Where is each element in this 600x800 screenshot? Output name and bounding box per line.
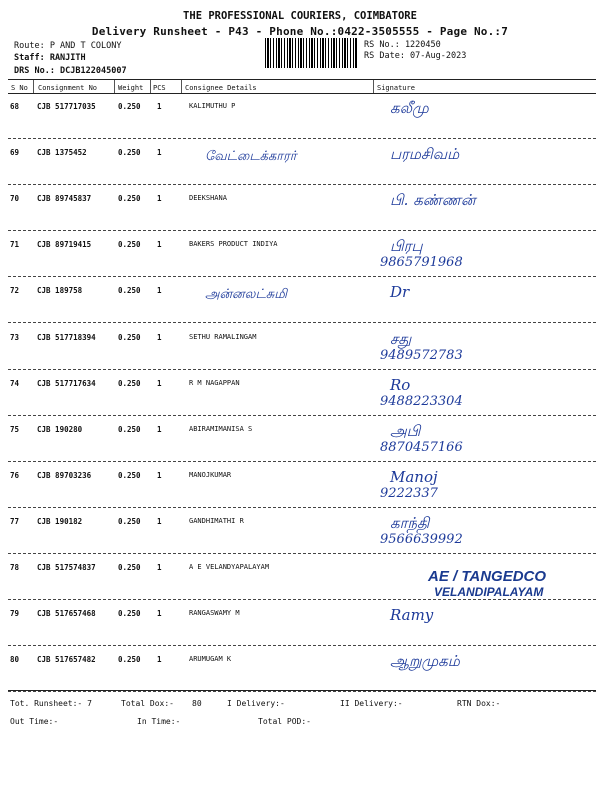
rs-date: RS Date: 07-Aug-2023 <box>364 51 467 61</box>
row-consignment: CJB 189758 <box>37 286 83 296</box>
row-consignee: BAKERS PRODUCT INDIYA <box>189 240 278 249</box>
row-consignment: CJB 190280 <box>37 424 83 434</box>
row-weight: 0.250 <box>118 240 141 250</box>
row-sno: 74 <box>10 378 20 388</box>
signature-phone: 9566639992 <box>380 531 463 547</box>
row-sno: 72 <box>10 286 20 296</box>
ii-delivery: II Delivery:- <box>340 699 403 708</box>
row-pcs: 1 <box>157 148 162 158</box>
stamp-line1: AE / TANGEDCO <box>428 568 547 585</box>
signature-phone: 9865791968 <box>380 255 463 271</box>
footer-rule <box>8 690 596 691</box>
staff-label: Staff: RANJITH <box>14 53 86 63</box>
row-consignment: CJB 517718394 <box>37 332 96 342</box>
row-pcs: 1 <box>157 378 162 388</box>
row-consignee: ARUMUGAM K <box>189 655 232 664</box>
total-dox-label: Total Dox:- <box>121 699 174 708</box>
total-pod: Total POD:- <box>258 717 311 726</box>
row-consignee: DEEKSHANA <box>189 194 227 203</box>
row-sno: 68 <box>10 102 20 111</box>
row-weight: 0.250 <box>118 470 141 480</box>
out-time: Out Time:- <box>10 717 59 726</box>
total-dox-value: 80 <box>192 699 202 708</box>
row-sno: 80 <box>10 655 20 665</box>
row-weight: 0.250 <box>118 424 141 434</box>
row-pcs: 1 <box>157 470 162 480</box>
handwritten-consignee-name: அன்னலட்சுமி <box>205 287 288 303</box>
table-row <box>0 646 600 692</box>
signature-mark: Ramy <box>390 606 434 625</box>
table-row <box>0 93 600 139</box>
signature-mark: Manoj <box>390 467 438 486</box>
col-weight: Weight <box>118 84 144 92</box>
col-sno: S No <box>11 84 28 92</box>
row-consignment: CJB 1375452 <box>37 148 87 158</box>
row-weight: 0.250 <box>118 516 141 526</box>
col-pcs: PCS <box>153 84 166 92</box>
signature-mark: பிரபு <box>390 237 423 256</box>
row-pcs: 1 <box>157 102 162 111</box>
row-sno: 73 <box>10 332 20 342</box>
row-weight: 0.250 <box>118 609 141 619</box>
row-divider <box>8 691 596 692</box>
table-row <box>0 231 600 277</box>
col-consignee: Consignee Details <box>185 84 257 92</box>
row-sno: 75 <box>10 424 20 434</box>
table-row <box>0 416 600 462</box>
row-weight: 0.250 <box>118 286 141 296</box>
row-consignee: KALIMUTHU P <box>189 102 236 110</box>
signature-mark: அபி <box>390 421 421 440</box>
stamp-line2: VELANDIPALAYAM <box>434 585 544 599</box>
route-label: Route: P AND T COLONY <box>14 41 122 51</box>
signature-mark: கலீமு <box>390 99 429 117</box>
row-consignment: CJB 89719415 <box>37 240 92 250</box>
handwritten-consignee-name: வேட்டைக்காரர் <box>205 149 297 165</box>
row-pcs: 1 <box>157 609 162 619</box>
row-weight: 0.250 <box>118 332 141 342</box>
signature-mark: ஆறுமுகம் <box>390 652 460 671</box>
row-pcs: 1 <box>157 424 162 434</box>
row-pcs: 1 <box>157 655 162 665</box>
drs-number: DRS No.: DCJB122045007 <box>14 66 127 76</box>
row-consignment: CJB 517657468 <box>37 609 96 619</box>
signature-mark: சது <box>390 329 412 348</box>
i-delivery: I Delivery:- <box>227 699 285 708</box>
row-pcs: 1 <box>157 332 162 342</box>
col-divider <box>181 80 182 93</box>
row-weight: 0.250 <box>118 378 141 388</box>
signature-mark: காந்தி <box>390 513 430 532</box>
row-consignee: MANOJKUMAR <box>189 470 232 479</box>
row-sno: 71 <box>10 240 20 250</box>
signature-phone: 9489572783 <box>380 347 463 363</box>
header-top-rule <box>8 79 596 80</box>
table-row <box>0 139 600 185</box>
row-consignment: CJB 190182 <box>37 516 83 526</box>
company-title: THE PROFESSIONAL COURIERS, COIMBATORE <box>183 10 417 22</box>
tangedco-stamp <box>428 568 546 599</box>
table-row <box>0 324 600 370</box>
row-sno: 78 <box>10 563 20 572</box>
row-weight: 0.250 <box>118 194 141 204</box>
rtn-dox: RTN Dox:- <box>457 699 501 708</box>
row-consignee: R M NAGAPPAN <box>189 378 240 387</box>
col-signature: Signature <box>377 84 415 92</box>
row-sno: 79 <box>10 609 20 619</box>
row-sno: 76 <box>10 470 20 480</box>
row-consignment: CJB 517574837 <box>37 563 96 572</box>
col-divider <box>114 80 115 93</box>
row-consignee: ABIRAMIMANISA S <box>189 424 253 433</box>
signature-phone: 9488223304 <box>380 393 463 409</box>
rs-number: RS No.: 1220450 <box>364 40 441 50</box>
row-weight: 0.250 <box>118 148 141 158</box>
row-pcs: 1 <box>157 516 162 526</box>
signature-mark: பி. கண்ணன் <box>390 191 476 210</box>
row-sno: 70 <box>10 194 20 204</box>
row-weight: 0.250 <box>118 655 141 665</box>
signature-mark: Ro <box>390 375 411 394</box>
table-row <box>0 508 600 554</box>
signature-mark: பரமசிவம் <box>390 145 460 164</box>
signature-phone: 8870457166 <box>380 439 463 455</box>
col-consignment: Consignment No <box>38 84 98 92</box>
row-pcs: 1 <box>157 286 162 296</box>
row-pcs: 1 <box>157 563 162 572</box>
row-consignee: RANGASWAMY M <box>189 609 240 618</box>
row-weight: 0.250 <box>118 563 141 572</box>
table-row <box>0 277 600 323</box>
row-consignee: A E VELANDYAPALAYAM <box>189 563 270 571</box>
col-divider <box>373 80 374 93</box>
barcode-image <box>265 38 357 68</box>
table-row <box>0 370 600 416</box>
row-consignment: CJB 517657482 <box>37 655 96 665</box>
signature-mark: Dr <box>390 283 410 302</box>
row-consignee: GANDHIMATHI R <box>189 516 244 525</box>
runsheet-title: Delivery Runsheet - P43 - Phone No.:0422-3505555 - Page No.:7 <box>91 25 509 38</box>
in-time: In Time:- <box>137 717 181 726</box>
table-row <box>0 185 600 231</box>
row-consignment: CJB 89703236 <box>37 470 92 480</box>
col-divider <box>150 80 151 93</box>
row-weight: 0.250 <box>118 102 141 111</box>
row-pcs: 1 <box>157 194 162 204</box>
row-consignee: SETHU RAMALINGAM <box>189 332 257 341</box>
signature-phone: 9222337 <box>380 485 438 501</box>
row-consignment: CJB 517717035 <box>37 102 96 111</box>
row-consignment: CJB 89745837 <box>37 194 92 204</box>
row-sno: 77 <box>10 516 20 526</box>
row-sno: 69 <box>10 148 20 158</box>
col-divider <box>33 80 34 93</box>
tot-runsheet: Tot. Runsheet:- 7 <box>10 699 92 708</box>
row-pcs: 1 <box>157 240 162 250</box>
table-row <box>0 600 600 646</box>
row-consignment: CJB 517717634 <box>37 378 96 388</box>
table-row <box>0 462 600 508</box>
